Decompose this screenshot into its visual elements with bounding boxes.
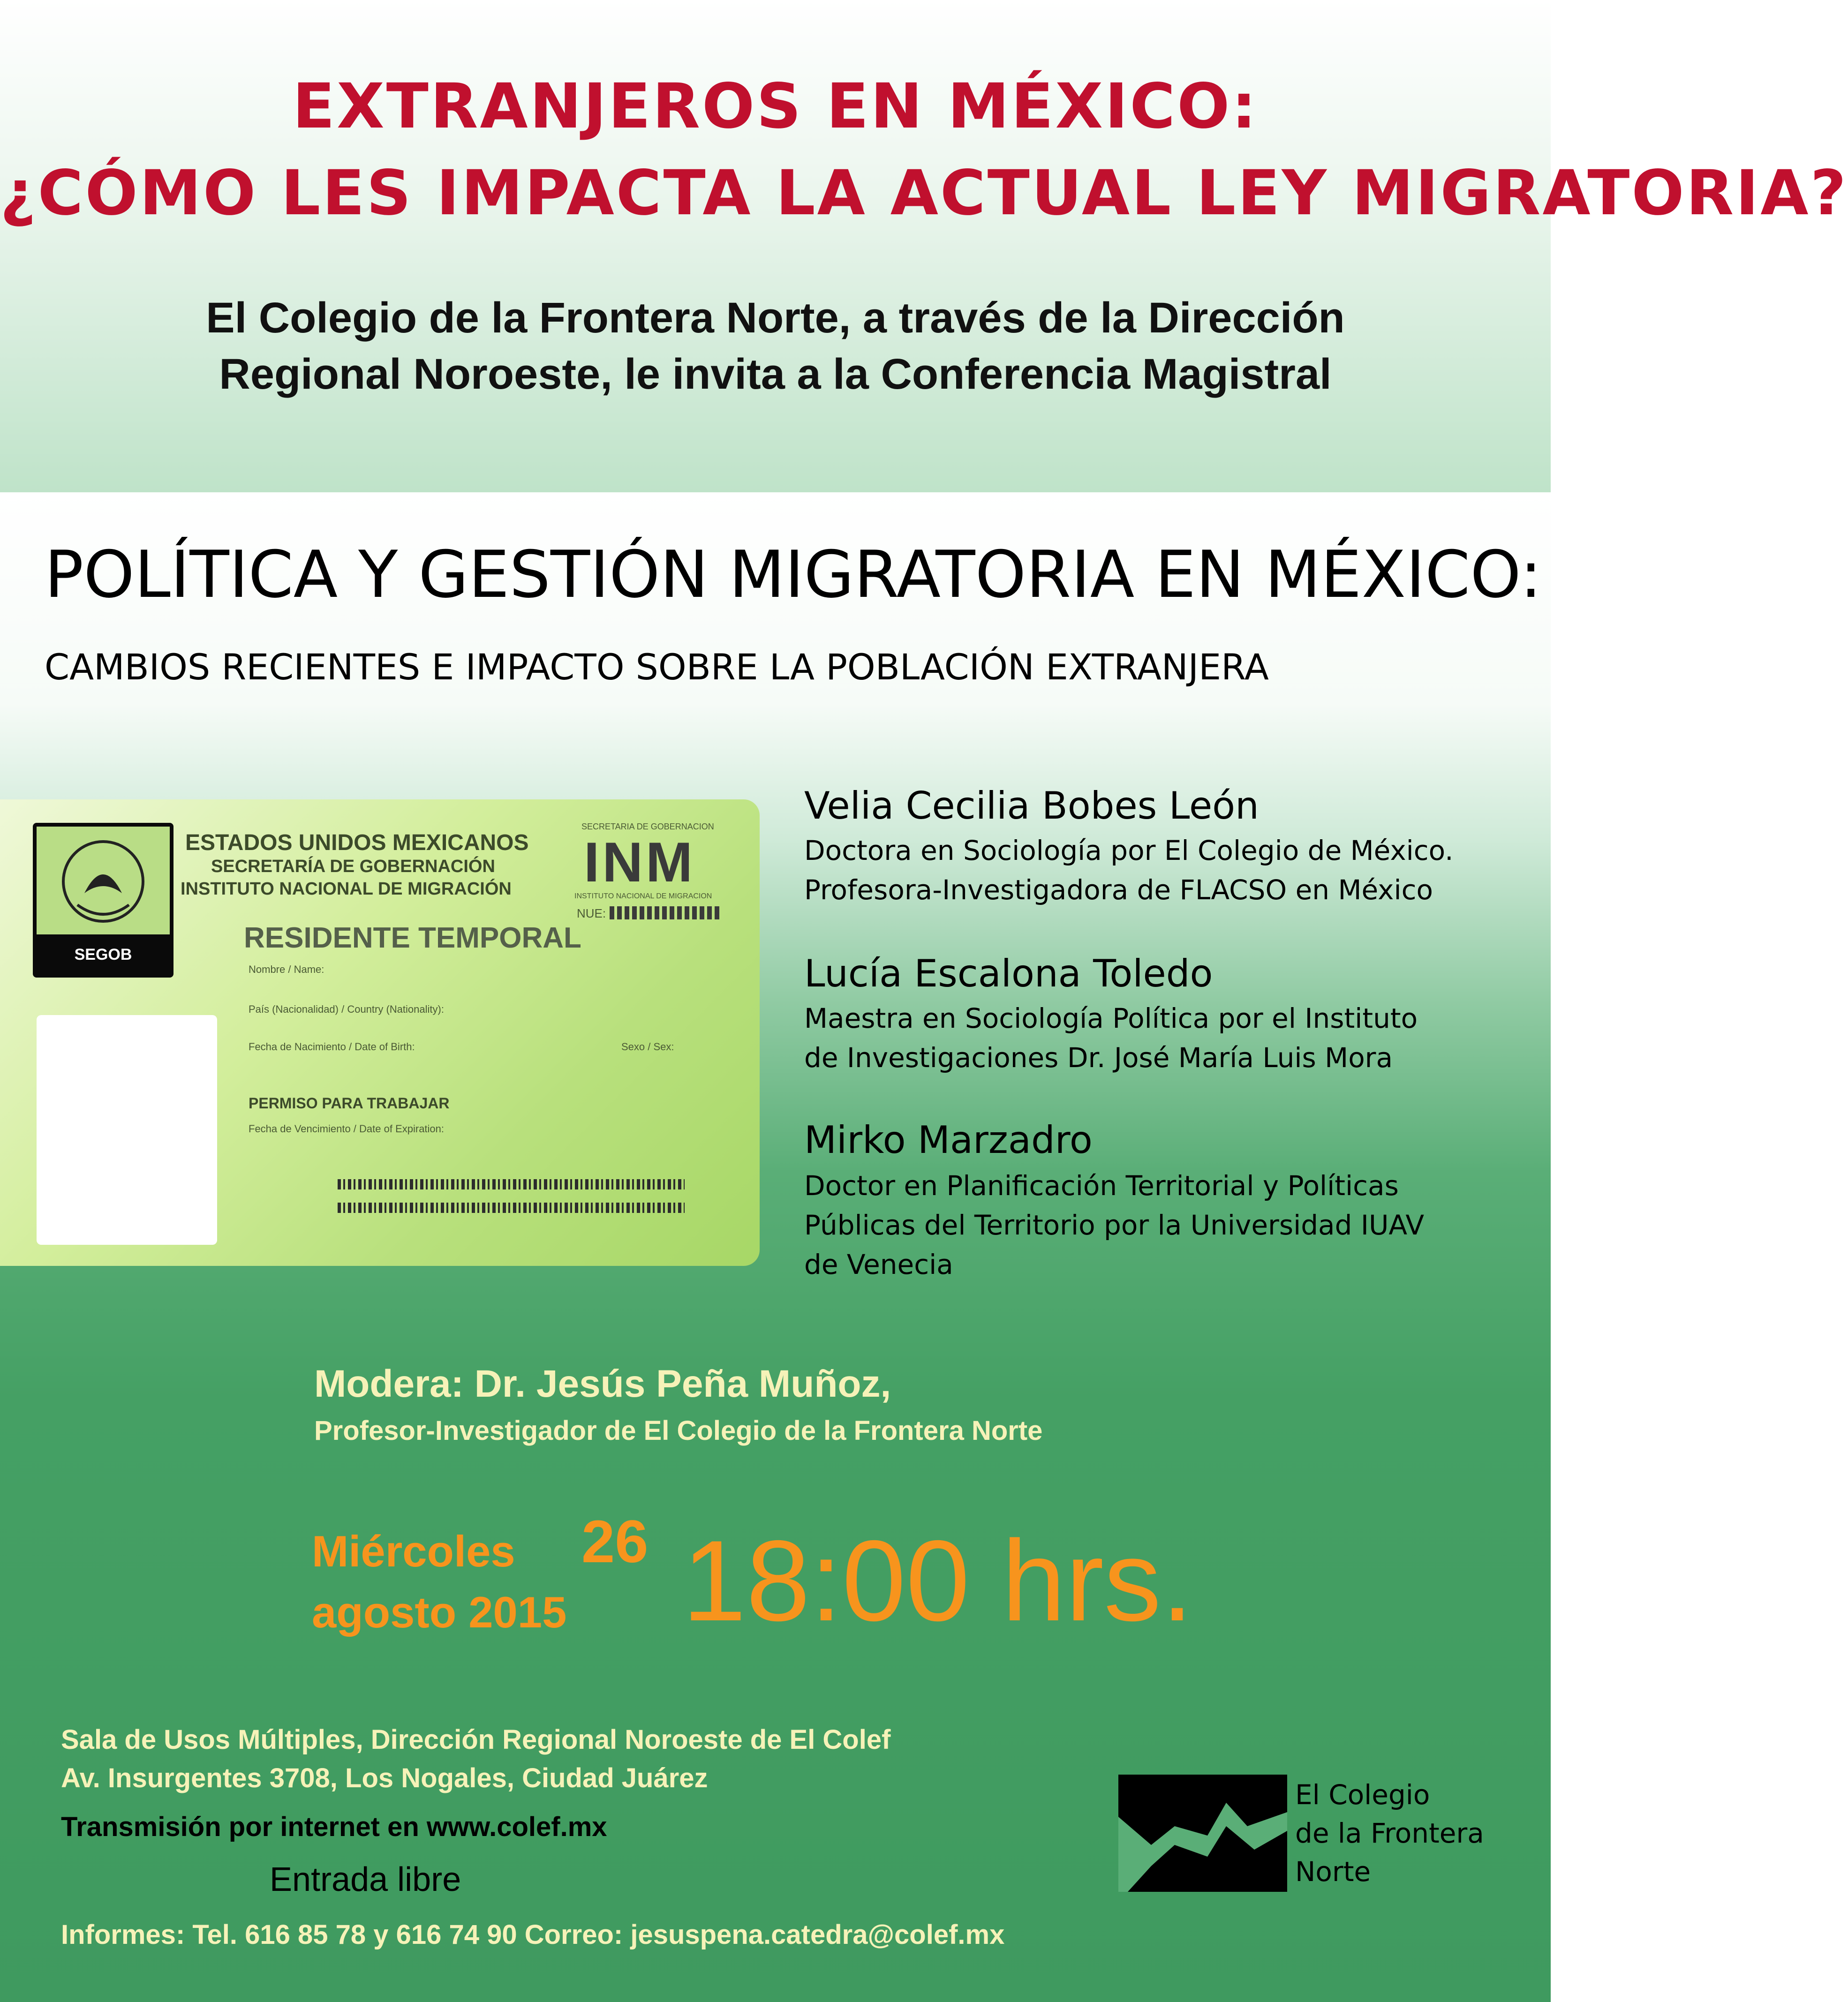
colef-logo-line1: El Colegio — [1295, 1779, 1430, 1811]
conference-title: POLÍTICA Y GESTIÓN MIGRATORIA EN MÉXICO: — [45, 537, 1542, 612]
speaker-2-bio — [804, 999, 1418, 1077]
segob-label: SEGOB — [74, 946, 132, 963]
nue-redacted — [610, 906, 722, 919]
speaker-2-bio-line2: de Investigaciones Dr. José María Luis Mora — [804, 1042, 1393, 1074]
card-country: ESTADOS UNIDOS MEXICANOS — [185, 830, 529, 855]
event-weekday: Miércoles — [312, 1527, 515, 1576]
venue-room: Sala de Usos Múltiples, Dirección Regional Noroeste de El Colef — [61, 1724, 891, 1755]
speaker-1-bio — [804, 831, 1454, 910]
event-time: 18:00 hrs. — [682, 1516, 1193, 1645]
nue-label: NUE: — [577, 906, 606, 920]
moderator-title: Profesor-Investigador de El Colegio de la Frontera Norte — [314, 1415, 1043, 1446]
contact-info: Informes: Tel. 616 85 78 y 616 74 90 Correo: jesuspena.catedra@colef.mx — [61, 1919, 1005, 1950]
event-title-line2: ¿CÓMO LES IMPACTA LA ACTUAL LEY MIGRATORIA? — [0, 157, 1848, 229]
expiry-label: Fecha de Vencimiento / Date of Expiration: — [249, 1123, 445, 1135]
colef-logo-text — [1295, 1776, 1484, 1891]
birth-label: Fecha de Nacimiento / Date of Birth: — [249, 1041, 415, 1053]
colef-logo-mark — [1118, 1775, 1287, 1892]
card-type: RESIDENTE TEMPORAL — [244, 922, 581, 954]
speaker-3-name: Mirko Marzadro — [804, 1118, 1093, 1162]
speaker-3-bio — [804, 1166, 1424, 1284]
speaker-2-bio-line1: Maestra en Sociología Política por el Instituto — [804, 1002, 1418, 1034]
colef-logo-line2: de la Frontera — [1295, 1817, 1484, 1849]
speaker-1-name: Velia Cecilia Bobes León — [804, 784, 1259, 828]
event-day: 26 — [581, 1508, 649, 1575]
speaker-1-bio-line1: Doctora en Sociología por El Colegio de México. — [804, 835, 1454, 866]
name-label: Nombre / Name: — [249, 963, 324, 975]
entry-free: Entrada libre — [270, 1861, 461, 1898]
mountain-icon — [1118, 1775, 1287, 1892]
coat-of-arms-logo — [33, 823, 173, 978]
speaker-2-name: Lucía Escalona Toledo — [804, 952, 1213, 995]
speaker-1-bio-line2: Profesora-Investigadora de FLACSO en México — [804, 874, 1433, 906]
speaker-3-bio-line3: de Venecia — [804, 1249, 953, 1280]
speaker-3-bio-line1: Doctor en Planificación Territorial y Políticas — [804, 1170, 1399, 1202]
photo-placeholder — [37, 1015, 217, 1245]
invitation-line1: El Colegio de la Frontera Norte, a través de la Dirección — [206, 294, 1345, 342]
inm-bottom-text: INSTITUTO NACIONAL DE MIGRACION — [574, 892, 712, 900]
event-title-line1: EXTRANJEROS EN MÉXICO: — [292, 70, 1259, 143]
card-ministry: SECRETARÍA DE GOBERNACIÓN — [211, 857, 495, 876]
work-permit: PERMISO PARA TRABAJAR — [249, 1095, 450, 1112]
venue-address: Av. Insurgentes 3708, Los Nogales, Ciudad Juárez — [61, 1763, 708, 1793]
invitation-text — [0, 290, 1551, 402]
sex-label: Sexo / Sex: — [621, 1041, 674, 1053]
country-label: País (Nacionalidad) / Country (Nationality): — [249, 1003, 444, 1015]
barcode-icon — [338, 1174, 694, 1240]
colef-logo-line3: Norte — [1295, 1856, 1371, 1888]
stream-link-text[interactable]: Transmisión por internet en www.colef.mx — [61, 1812, 607, 1842]
residence-card-image — [0, 799, 760, 1266]
event-month-year: agosto 2015 — [312, 1588, 567, 1637]
card-institute: INSTITUTO NACIONAL DE MIGRACIÓN — [181, 879, 512, 899]
speaker-3-bio-line2: Públicas del Territorio por la Universidad IUAV — [804, 1209, 1425, 1241]
conference-subtitle: CAMBIOS RECIENTES E IMPACTO SOBRE LA POBLACIÓN EXTRANJERA — [45, 646, 1269, 688]
invitation-line2: Regional Noroeste, le invita a la Conferencia Magistral — [219, 350, 1332, 398]
moderator-name: Modera: Dr. Jesús Peña Muñoz, — [314, 1362, 891, 1405]
inm-top-text: SECRETARIA DE GOBERNACION — [581, 822, 714, 831]
inm-logo: INM — [584, 831, 695, 894]
